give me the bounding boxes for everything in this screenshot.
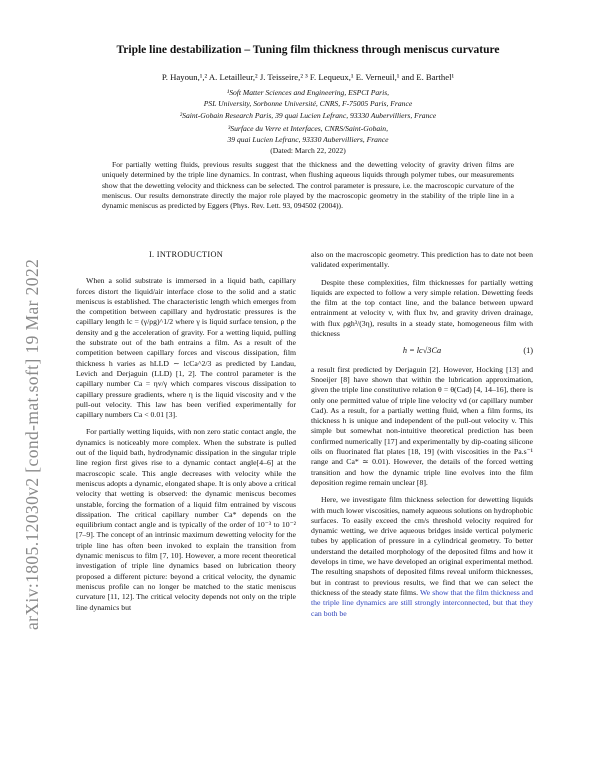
right-paragraph-4-text: Here, we investigate film thickness selection for dewetting liquids with much lower viscosities, namely aqueous solutions on hydrophobic surfaces. To easily exceed the cm/s threshold velocity required for dynamic wetting, we drive aqueous bridges inside vertical polymeric tubes by application of pressure in a cylindrical geometry. To better understand the detailed morphology of the deposited films and how it develops in time, we have developed an original experimental method. The resulting snapshots of deposited films reveal uniform thicknesses, but in contrast to previous results, we find that we can select the thickness of the steady state films. xyxy=(311,495,533,597)
equation-1 xyxy=(311,346,533,356)
right-paragraph-4 xyxy=(311,495,533,619)
section-heading-introduction: I. INTRODUCTION xyxy=(148,250,224,259)
abstract: For partially wetting fluids, previous results suggest that the thickness and the dewetting velocity of gravity driven films are uniquely determined by the triple line dynamics. In contrast, when flushing aqueous liquids through polymer tubes, our measurements show that the dewetting velocity and thickness can be selected. The control parameter is pressure, i.e. the macroscopic curvature of the meniscus. Our results demonstrate directly the major role played by the macroscopic geometry in the stability of the triple line in a dynamic meniscus as predicted by Eggers (Phys. Rev. Lett. 93, 094502 (2004)). xyxy=(102,160,514,211)
affiliation-line-4: ³Surface du Verre et Interfaces, CNRS/Saint-Gobain, xyxy=(228,124,388,133)
affiliation-line-1: ¹Soft Matter Sciences and Engineering, ESPCI Paris, xyxy=(226,88,390,97)
intro-paragraph-2: For partially wetting liquids, with non zero static contact angle, the dynamics is noticeably more complex. When the substrate is pulled out of the liquid bath, hydrodynamic dissipation in the singular triple line region first gives rise to a dynamic contact angle[4–6] at the macroscopic scale. This angle decreases with velocity while the meniscus adopts a dynamic, elongated shape. It is only above a critical velocity that wetting is observed: the dynamic meniscus becomes unstable, forcing the formation of a liquid film entrained by viscous dissipation. The critical capillary number Ca* depends on the equilibrium contact angle and is typically of the order of 10⁻³ to 10⁻² [7–9]. The concept of an intrinsic maximum dewetting velocity for the triple line has often been invoked to explain the transition from dynamic meniscus to film [7, 10]. However, a more recent theoretical investigation of triple line dynamics based on lubrication theory proposed a different picture: beyond a critical velocity, the dynamic meniscus profile can no longer be matched to the static meniscus curvature [11, 12]. The critical velocity depends not only on the triple line dynamics but xyxy=(76,427,296,612)
left-column xyxy=(76,250,296,613)
date-line: (Dated: March 22, 2022) xyxy=(270,146,346,155)
affiliation-line-3: ²Saint-Gobain Research Paris, 39 quai Lucien Lefranc, 93330 Aubervilliers, France xyxy=(179,111,437,120)
right-column xyxy=(311,250,533,619)
intro-paragraph-1: When a solid substrate is immersed in a liquid bath, capillary forces distort the liquid/air interface close to the solid and a static meniscus is established. The characteristic length which emerges from the competition between capillary and hydrostatic pressures is the capillary length lc = (γ/ρg)^1/2 where γ is liquid surface tension, ρ the density and g the acceleration of gravity. For a wetting liquid, pulling the substrate out of the bath entrains a film. As a result of the competition between capillary forces and viscous dissipation, film thickness h varies as hLLD ∼ lcCa^2/3 as predicted by Landau, Levich and Derjaguin (LLD) [1, 2]. The control parameter is the capillary number Ca = ηv/γ which compares viscous dissipation to capillary pressure gradients, where η is the liquid viscosity and v the pull-out velocity. This law has been verified experimentally for capillary numbers Ca < 0.01 [3]. xyxy=(76,276,296,420)
right-paragraph-2: Despite these complexities, film thicknesses for partially wetting liquids are expected to follow a very simple relation. Dewetting feeds the film at the top contact line, and the balance between upward entrainment at velocity v, with flux hv, and gravity driven drainage, with flux ρgh³/(3η), results in a steady state, homogeneous film with thickness xyxy=(311,277,533,339)
paper-title: Triple line destabilization – Tuning film thickness through meniscus curvature xyxy=(116,44,500,56)
equation-body: h = lc√3Ca xyxy=(402,346,442,356)
highlighted-sentence: We show that the film thickness and the triple line dynamics are still strongly interconnected, but that they can both be xyxy=(311,587,533,618)
right-paragraph-3: a result first predicted by Derjaguin [2]. However, Hocking [13] and Snoeijer [8] have shown that within the lubrication approximation, given the triple line constitutive relation θ = θ(Cad) [4, 14–16], there is only one permitted value of triple line velocity vd (or capillary number Cad). As a result, for a partially wetting fluid, when a film forms, its thickness h is unique and independent of the pull-out velocity v. This simple but somewhat non-intuitive theoretical prediction has been confirmed numerically [17] and experimentally by dip-coating silicone oils on fluorinated flat plates [18, 19] (with viscosities in the Pa.s⁻¹ range and Ca* ≃ 0.01). However, the details of the forced wetting transition and how the dynamic triple line evolves into the film deposition regime remain unclear [8]. xyxy=(311,364,533,487)
affiliation-line-5: 39 quai Lucien Lefranc, 93330 Aubervilliers, France xyxy=(227,135,389,144)
right-paragraph-continued: also on the macroscopic geometry. This prediction has to date not been validated experimentally. xyxy=(311,250,533,270)
arxiv-identifier-stamp xyxy=(2,170,42,630)
arxiv-identifier-text: arXiv:1805.12030v2 [cond-mat.soft] 19 Mar 2022 xyxy=(22,258,42,630)
author-list: P. Hayoun,¹,² A. Letailleur,² J. Teisseire,² ³ F. Lequeux,¹ E. Verneuil,¹ and E. Barthel¹ xyxy=(161,72,455,82)
affiliation-line-2: PSL University, Sorbonne Université, CNRS, F-75005 Paris, France xyxy=(203,99,413,108)
equation-number: (1) xyxy=(523,346,533,356)
